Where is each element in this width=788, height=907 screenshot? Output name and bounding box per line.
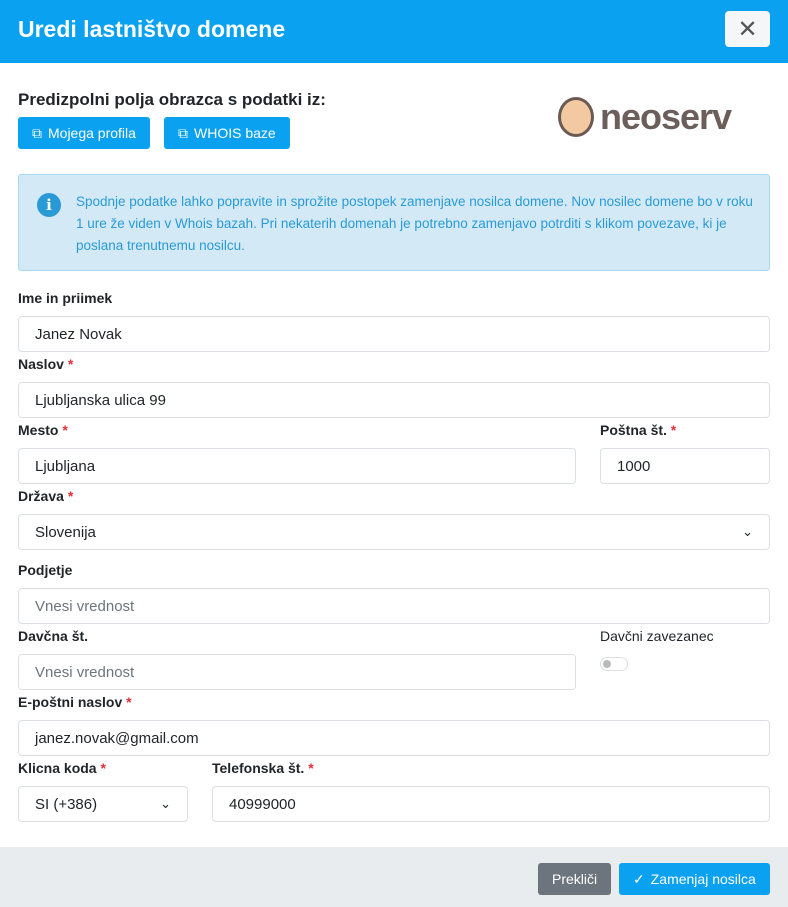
company-label: Podjetje <box>18 562 73 578</box>
submit-button[interactable] <box>619 863 770 895</box>
postal-label: Poštna št. * <box>600 422 677 438</box>
taxpayer-toggle[interactable] <box>600 657 628 671</box>
prefill-whois-button[interactable] <box>164 117 290 149</box>
copy-icon: ⧉ <box>178 124 188 141</box>
check-icon: ✓ <box>633 870 645 887</box>
country-value: Slovenija <box>35 523 96 541</box>
prefill-heading: Predizpolni polja obrazca s podatki iz: <box>18 90 326 109</box>
info-icon: i <box>37 193 61 217</box>
address-label: Naslov * <box>18 356 74 372</box>
city-input[interactable]: Ljubljana <box>18 448 576 484</box>
dial-value: SI (+386) <box>35 795 98 813</box>
info-alert <box>18 174 770 271</box>
email-input[interactable]: janez.novak@gmail.com <box>18 720 770 756</box>
company-input[interactable]: Vnesi vrednost <box>18 588 770 624</box>
logo-text: neoserv <box>600 96 732 137</box>
dial-label: Klicna koda * <box>18 760 106 776</box>
tax-label: Davčna št. <box>18 628 89 644</box>
button-label: Zamenjaj nosilca <box>650 871 756 887</box>
neoserv-logo <box>558 96 731 138</box>
chevron-down-icon: ⌄ <box>160 796 171 811</box>
close-icon: ✕ <box>737 15 758 43</box>
close-button[interactable] <box>725 11 770 47</box>
taxpayer-label: Davčni zavezanec <box>600 628 714 644</box>
modal-header <box>0 0 788 63</box>
address-input[interactable]: Ljubljanska ulica 99 <box>18 382 770 418</box>
button-label: Mojega profila <box>48 125 136 141</box>
copy-icon: ⧉ <box>32 124 42 141</box>
button-label: Prekliči <box>552 871 598 887</box>
name-label: Ime in priimek <box>18 290 113 306</box>
info-text: Spodnje podatke lahko popravite in sprožite postopek zamenjave nosilca domene. Nov nosilec domene bo v roku 1 ure že viden v Whois bazah. Pri nekaterih domenah je potrebno zamenjavo potrditi s klikom povezave, ki je poslana trenutnemu nosilcu. <box>76 194 753 253</box>
name-input[interactable]: Janez Novak <box>18 316 770 352</box>
modal-title: Uredi lastništvo domene <box>18 16 286 42</box>
button-label: WHOIS baze <box>194 125 276 141</box>
modal-footer <box>0 847 788 907</box>
country-select[interactable] <box>18 514 770 550</box>
mascot-icon <box>558 97 594 137</box>
postal-input[interactable]: 1000 <box>600 448 770 484</box>
chevron-down-icon: ⌄ <box>742 524 753 539</box>
email-label: E-poštni naslov * <box>18 694 132 710</box>
dial-select[interactable] <box>18 786 188 822</box>
tax-input[interactable]: Vnesi vrednost <box>18 654 576 690</box>
phone-input[interactable]: 40999000 <box>212 786 770 822</box>
country-label: Država * <box>18 488 74 504</box>
cancel-button[interactable] <box>538 863 611 895</box>
phone-label: Telefonska št. * <box>212 760 314 776</box>
prefill-profile-button[interactable] <box>18 117 150 149</box>
city-label: Mesto * <box>18 422 68 438</box>
